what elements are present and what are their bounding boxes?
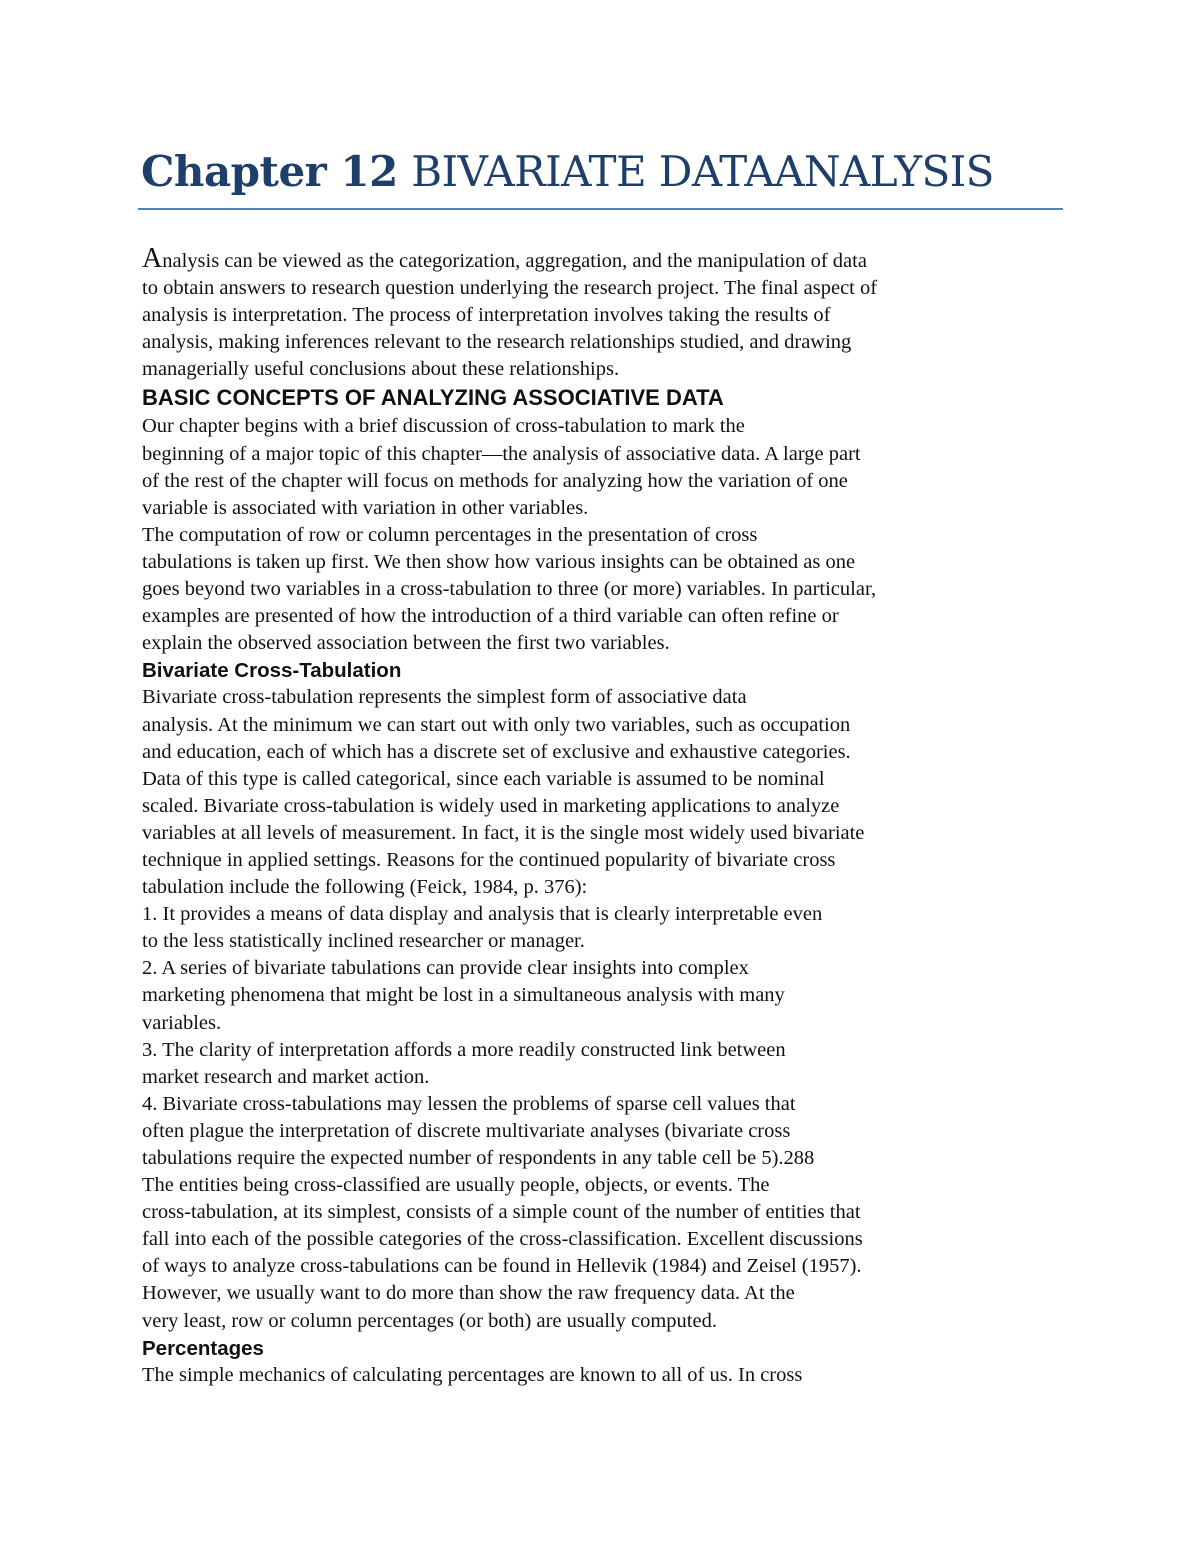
document-body — [142, 243, 1022, 1389]
paragraph — [142, 1362, 1022, 1389]
intro-line: managerially useful conclusions about these relationships. — [142, 358, 620, 381]
text-line: analysis. At the minimum we can start out with only two variables, such as occupation — [142, 713, 851, 736]
text-line: 4. Bivariate cross-tabulations may lessen the problems of sparse cell values that — [142, 1092, 796, 1115]
text-line: Bivariate cross-tabulation represents the simplest form of associative data — [142, 686, 747, 709]
text-line: Our chapter begins with a brief discussion of cross-tabulation to mark the — [142, 415, 745, 438]
numbered-item — [142, 1091, 1022, 1172]
intro-paragraph — [142, 243, 1022, 383]
text-line: of ways to analyze cross-tabulations can be found in Hellevik (1984) and Zeisel (1957). — [142, 1255, 862, 1278]
text-line: However, we usually want to do more than show the raw frequency data. At the — [142, 1282, 795, 1305]
text-line: to the less statistically inclined researcher or manager. — [142, 930, 585, 953]
intro-line: analysis is interpretation. The process of interpretation involves taking the results of — [142, 304, 831, 327]
text-line: of the rest of the chapter will focus on methods for analyzing how the variation of one — [142, 469, 848, 492]
text-line: fall into each of the possible categories of the cross-classification. Excellent discussions — [142, 1228, 863, 1251]
text-line: very least, row or column percentages (or both) are usually computed. — [142, 1309, 717, 1332]
text-line: beginning of a major topic of this chapter—the analysis of associative data. A large part — [142, 442, 861, 465]
intro-line: to obtain answers to research question underlying the research project. The final aspect of — [142, 277, 878, 300]
text-line: goes beyond two variables in a cross-tabulation to three (or more) variables. In particular, — [142, 578, 877, 601]
text-line: market research and market action. — [142, 1065, 430, 1088]
chapter-title — [141, 142, 1061, 202]
paragraph — [142, 1172, 1022, 1335]
paragraph — [142, 413, 1022, 521]
text-line: The computation of row or column percentages in the presentation of cross — [142, 523, 758, 546]
text-line: cross-tabulation, at its simplest, consists of a simple count of the number of entities that — [142, 1201, 861, 1224]
text-line: 3. The clarity of interpretation affords a more readily constructed link between — [142, 1038, 786, 1061]
text-line: explain the observed association between the first two variables. — [142, 632, 670, 655]
intro-line: analysis, making inferences relevant to the research relationships studied, and drawing — [142, 331, 852, 354]
chapter-subject: BIVARIATE DATAANALYSIS — [411, 147, 994, 196]
text-line: marketing phenomena that might be lost in a simultaneous analysis with many — [142, 984, 785, 1007]
text-line: and education, each of which has a discrete set of exclusive and exhaustive categories. — [142, 740, 851, 763]
text-line: Data of this type is called categorical, since each variable is assumed to be nominal — [142, 767, 825, 790]
text-line: tabulations is taken up first. We then show how various insights can be obtained as one — [142, 550, 856, 573]
text-line: 1. It provides a means of data display and analysis that is clearly interpretable even — [142, 903, 823, 926]
section-heading-basic-concepts: BASIC CONCEPTS OF ANALYZING ASSOCIATIVE DATA — [142, 385, 724, 411]
numbered-item — [142, 1037, 1022, 1091]
text-line: 2. A series of bivariate tabulations can provide clear insights into complex — [142, 957, 749, 980]
paragraph — [142, 684, 1022, 901]
paragraph — [142, 522, 1022, 657]
text-line: The simple mechanics of calculating percentages are known to all of us. In cross — [142, 1363, 803, 1386]
dropcap-letter: A — [142, 243, 163, 274]
section-heading-percentages: Percentages — [142, 1336, 264, 1360]
title-underline — [138, 208, 1063, 210]
text-line: tabulation include the following (Feick, 1984, p. 376): — [142, 876, 588, 899]
text-line: examples are presented of how the introduction of a third variable can often refine or — [142, 605, 839, 628]
text-line: variable is associated with variation in other variables. — [142, 496, 589, 519]
text-line: scaled. Bivariate cross-tabulation is widely used in marketing applications to analyze — [142, 794, 840, 817]
text-line: technique in applied settings. Reasons for the continued popularity of bivariate cross — [142, 848, 836, 871]
text-line: The entities being cross-classified are usually people, objects, or events. The — [142, 1174, 770, 1197]
section-heading-bivariate-cross-tabulation: Bivariate Cross-Tabulation — [142, 659, 402, 683]
numbered-item — [142, 901, 1022, 955]
text-line: tabulations require the expected number of respondents in any table cell be 5).288 — [142, 1147, 815, 1169]
numbered-item — [142, 955, 1022, 1036]
text-line: often plague the interpretation of discrete multivariate analyses (bivariate cross — [142, 1119, 791, 1142]
intro-line: Analysis can be viewed as the categorization, aggregation, and the manipulation of data — [142, 243, 867, 274]
text-line: variables at all levels of measurement. In fact, it is the single most widely used bivariate — [142, 821, 865, 844]
text-line: variables. — [142, 1011, 222, 1034]
chapter-number: Chapter 12 — [141, 147, 398, 196]
